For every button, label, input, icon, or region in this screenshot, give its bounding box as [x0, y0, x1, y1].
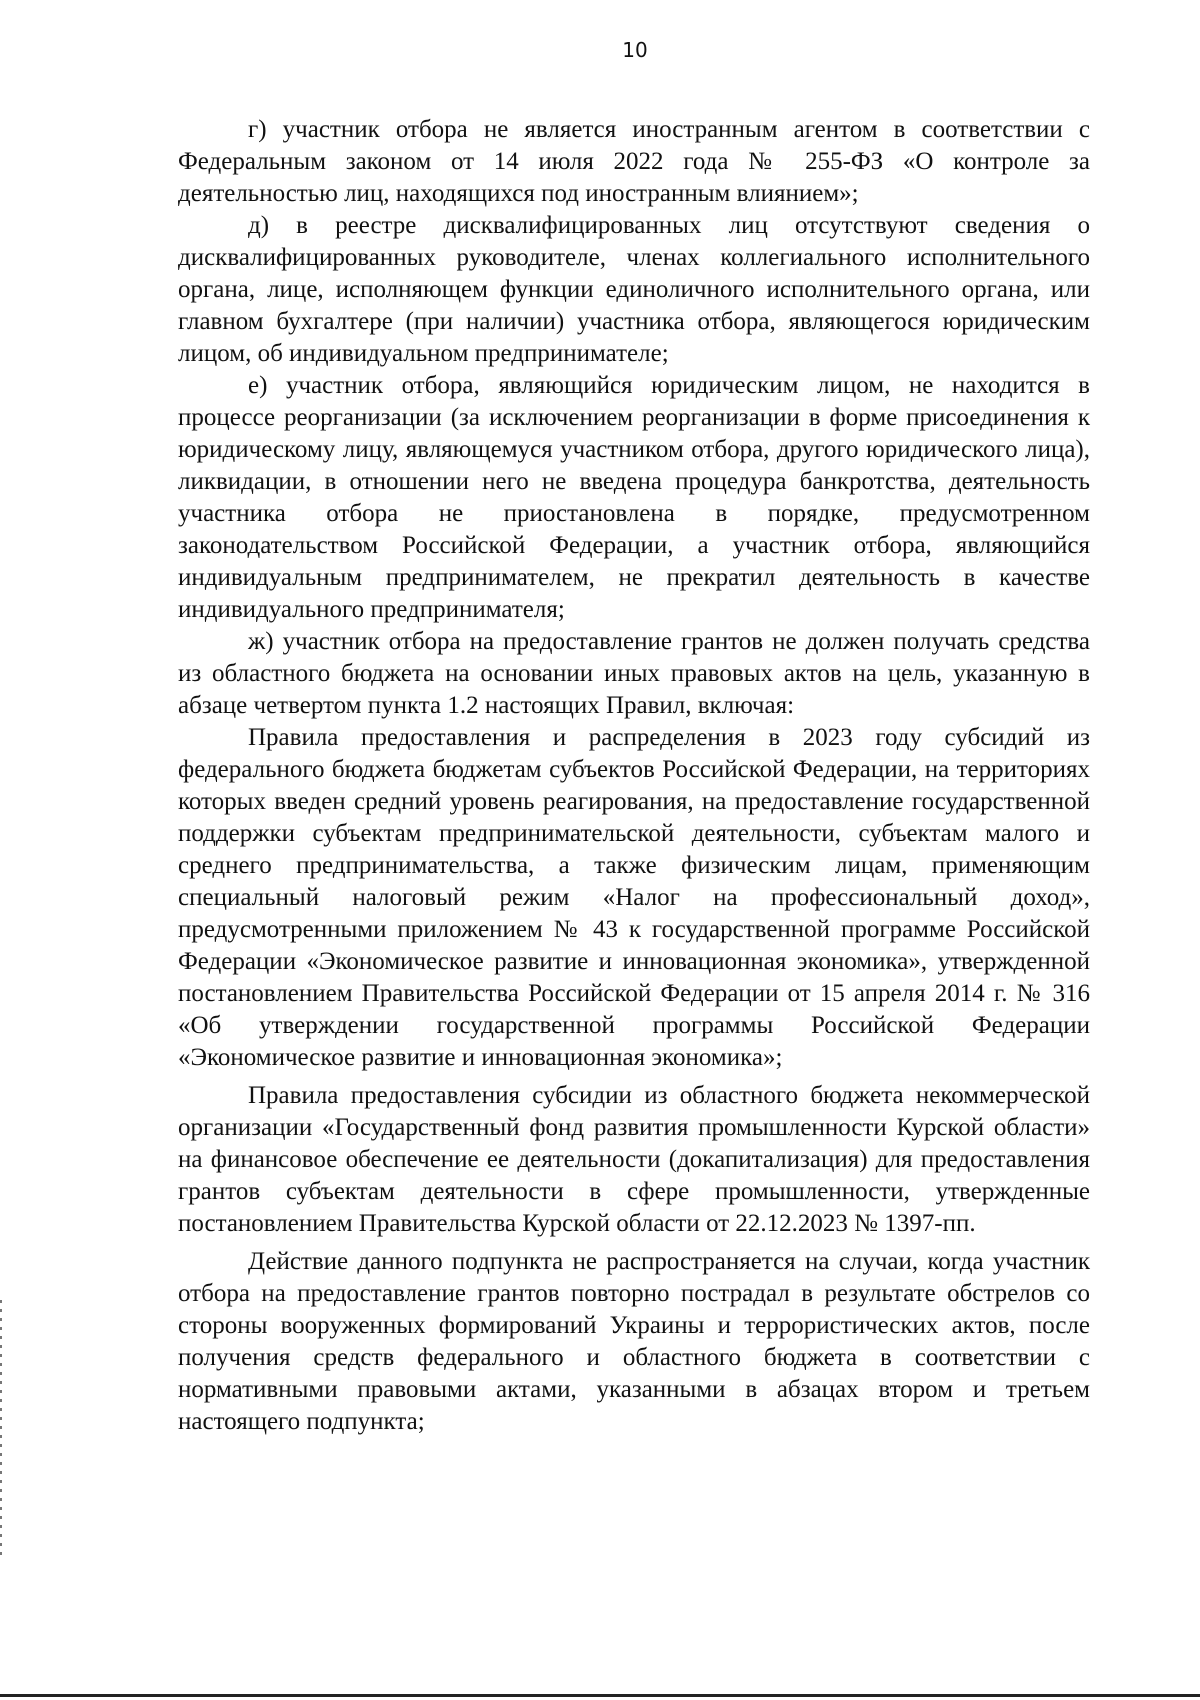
paragraph-federal-rules: Правила предоставления и распределения в 2023 году субсидий из федерального бюджета бюджетам субъектов Российской Федерации, на территориях которых введен средний уровень реагирования, на предоставление государственной поддержки субъектам предпринимательской деятельности, субъектам малого и среднего предпринимательства, а также физическим лицам, применяющим специальный налоговый режим «Налог на профессиональный доход», предусмотренными приложением № 43 к государственной программе Российской Федерации «Экономическое развитие и инновационная экономика», утвержденной постановлением Правительства Российской Федерации от 15 апреля 2014 г. № 316 «Об утверждении государственной программы Российской Федерации «Экономическое развитие и инновационная экономика»;	[178, 724, 1090, 1071]
paragraph-d-disqualified-persons: д) в реестре дисквалифицированных лиц отсутствуют сведения о дисквалифицированных руководителе, членах коллегиального исполнительного органа, лице, исполняющем функции единоличного исполнительного органа, или главном бухгалтере (при наличии) участника отбора, являющегося юридическим лицом, об индивидуальном предпринимателе;	[178, 212, 1090, 367]
paragraph-g-foreign-agent: г) участник отбора не является иностранным агентом в соответствии с Федеральным законом от 14 июля 2022 года № 255-ФЗ «О контроле за деятельностью лиц, находящихся под иностранным влиянием»;	[178, 116, 1090, 207]
paragraph-zh-other-funds: ж) участник отбора на предоставление грантов не должен получать средства из областного бюджета на основании иных правовых актов на цель, указанную в абзаце четвертом пункта 1.2 настоящих Правил, включая:	[178, 628, 1090, 719]
scan-edge-bottom	[0, 1694, 1200, 1697]
paragraph-regional-rules: Правила предоставления субсидии из областного бюджета некоммерческой организации «Государственный фонд развития промышленности Курской области» на финансовое обеспечение ее деятельности (докапитализация) для предоставления грантов субъектам деятельности в сфере промышленности, утвержденные постановлением Правительства Курской области от 22.12.2023 № 1397-пп.	[178, 1082, 1090, 1237]
page-number: 10	[622, 38, 648, 62]
paragraph-exception: Действие данного подпункта не распространяется на случаи, когда участник отбора на предоставление грантов повторно пострадал в результате обстрелов со стороны вооруженных формирований Украины и террористических актов, после получения средств федерального и областного бюджета в соответствии с нормативными правовыми актами, указанными в абзацах втором и третьем настоящего подпункта;	[178, 1248, 1090, 1435]
paragraph-e-reorganization: е) участник отбора, являющийся юридическим лицом, не находится в процессе реорганизации (за исключением реорганизации в форме присоединения к юридическому лицу, являющемуся участником отбора, другого юридического лица), ликвидации, в отношении него не введена процедура банкротства, деятельность участника отбора не приостановлена в порядке, предусмотренном законодательством Российской Федерации, а участник отбора, являющийся индивидуальным предпринимателем, не прекратил деятельность в качестве индивидуального предпринимателя;	[178, 372, 1090, 623]
document-body	[178, 114, 1090, 1438]
scan-edge-left	[0, 1300, 2, 1560]
